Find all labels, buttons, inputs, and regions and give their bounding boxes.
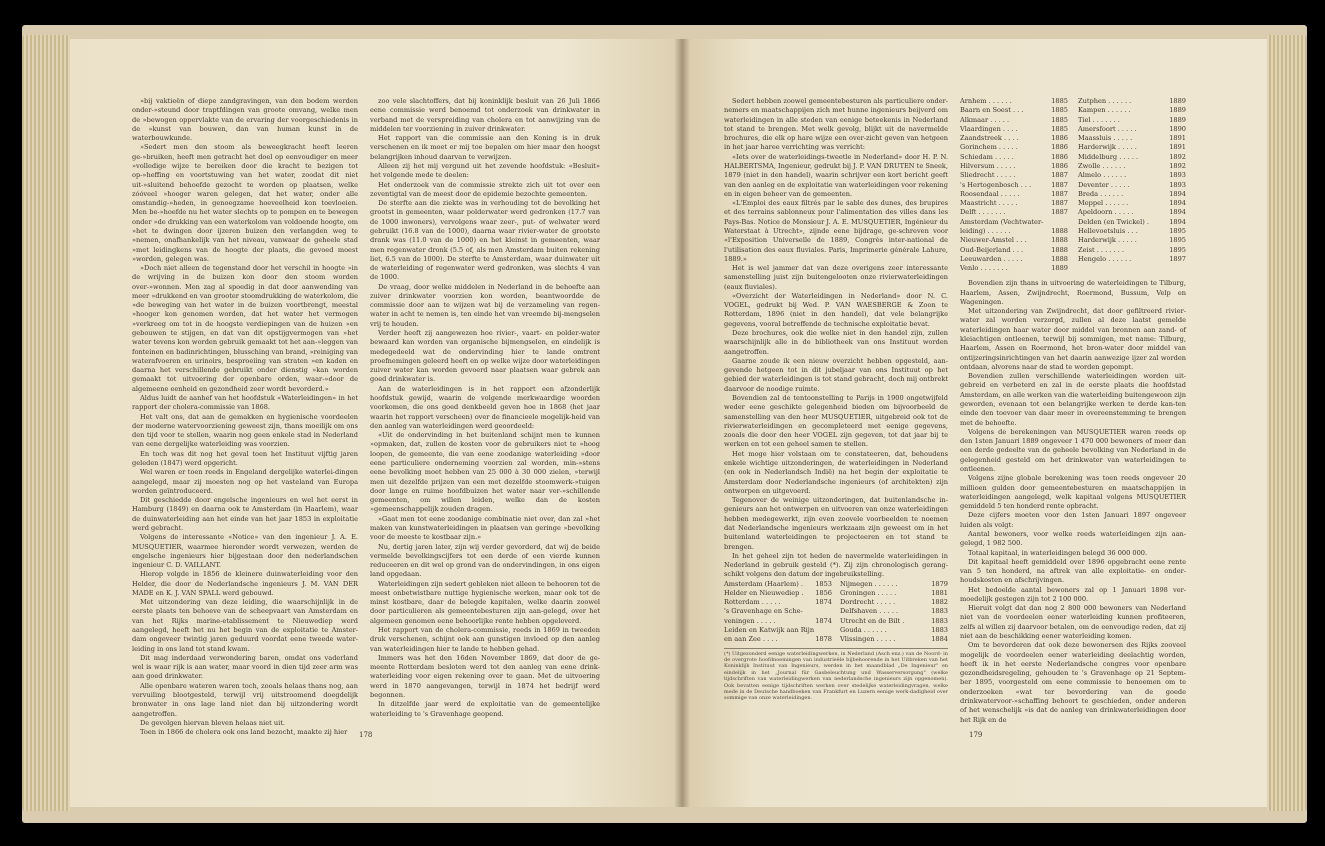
place-name: Nijmegen . . . . . . (840, 579, 898, 588)
paragraph: Het rapport van de cholera-commissie, reeds in 1869 in tweeden druk verschenen, schijnt ook aan gunstigen invloed op den aanleg van waterleidingen hier te lande te hebben gehad. (370, 626, 600, 653)
paragraph: Dit geschiedde door engelsche ingenieurs en wel het eerst in Hamburg (1849) en daarna ook te Amsterdam (in Haarlem), waar de duinwaterleiding aan het einde van het jaar 1853 in exploitatie werd gebracht. (132, 496, 358, 532)
year: 1887 (1051, 171, 1068, 180)
year: 1879 (931, 579, 948, 588)
year: 1853 (815, 579, 832, 588)
waterworks-table-b (840, 580, 948, 645)
paragraph: Aldus luidt de aanhef van het hoofdstuk «Waterleidingen» in het rapport der cholera-commissie van 1868. (132, 394, 358, 412)
table-row (960, 227, 1068, 236)
place-name: Oud-Beijerland . . . (960, 245, 1024, 254)
year: 1889 (1051, 264, 1068, 273)
year: 1887 (1051, 199, 1068, 208)
year: 1881 (931, 588, 948, 597)
year (815, 607, 832, 616)
table-row (724, 580, 832, 589)
paragraph: De sterfte aan die ziekte was in verhouding tot de bevolking het grootst in gemeenten, waar polderwater werd gedronken (17.7 van de 1000 inwoners), vervolgens waar zeer-, put- of welwater werd gebruikt (16.8 van de 1000), daarna waar rivier-water de grootste drank was (11.0 van de 1000) en het kleinst in gemeenten, waar men regenwater dronk (5.5 of, als men Amsterdam buiten rekening liet, 6.5 van de 1000). De sterfte te Amsterdam, waar duinwater uit de waterleiding of regenwater werd gedronken, was slechts 4 van de 1000. (370, 199, 600, 282)
place-name: Helder en Nieuwediep . (724, 588, 804, 597)
paragraph: «L'Emploi des eaux filtrés par le sable des dunes, des brupires et des terrains sablonneux pour l'alimentation des villes dans les Pays-Bas. Notice de Monsieur J. A. E. MUSQUETIER, Ingénieur du Waterstaat à Utrecht», zijnde eene bijdrage, ge-schreven voor «l'Exposition Universelle de 1889, Congrès inter-national de l'utilisation des eaux fluviales. Paris, Imprimerie générale Lahure, 1889.» (724, 199, 948, 263)
year: 1892 (1169, 152, 1186, 161)
year: 1885 (1051, 106, 1068, 115)
table-row (1078, 125, 1186, 134)
table-row (1078, 255, 1186, 264)
year: 1887 (1051, 189, 1068, 198)
table-row (1078, 116, 1186, 125)
paragraph: Het valt ons, dat aan de gemakken en hygienische voordeelen der moderne watervoorziening geweest zijn, thans moeilijk om ons den tijd voor te stellen, waarin nog geen enkele stad in Nederland van eene dergelijke waterleiding was voorzien. (132, 412, 358, 449)
table-row (1078, 236, 1186, 245)
place-name: veningen . . . . . (724, 616, 776, 625)
paragraph: Immers was het den 16den November 1869, dat door de ge-meente Rotterdam besloten werd tot den aanleg van eene drink-waterleiding voor eigen rekening over te gaan. Met de uitvoering werd in 1870 aangevangen, terwijl in 1874 het bedrijf werd begonnen. (370, 653, 600, 699)
place-name: Gorinchem . . . . . (960, 143, 1018, 152)
table-row (960, 106, 1068, 115)
waterworks-table-d (1078, 97, 1186, 264)
book (22, 25, 1307, 823)
year: 1895 (1169, 226, 1186, 235)
place-name: Delft . . . . . . . (960, 208, 1006, 217)
year: 1888 (1051, 226, 1068, 235)
table-row (1078, 162, 1186, 171)
paragraph: De gevolgen hiervan bleven helaas niet uit. (140, 718, 285, 727)
place-name: Schiedam . . . . . (960, 152, 1014, 161)
year: 1885 (1051, 115, 1068, 124)
place-name: Baarn en Soest . . . (960, 106, 1024, 115)
place-name: Sliedrecht . . . . . (960, 171, 1016, 180)
table-row (960, 162, 1068, 171)
table-row (724, 598, 832, 607)
paragraph: »bij vaktieën of diepe zandgravingen, van den bodem werden onder-»steund door traptfdingen van groote omvang, welke men de »bewogen oppervlakte van de ervaring der voorgeschiedenis in de »kunst van bouwen, dan van human kunst in de waterbouwkunde. (132, 97, 358, 143)
year: 1882 (931, 598, 948, 607)
year: 1894 (1169, 217, 1186, 226)
place-name: Harderwijk . . . . . (1078, 236, 1137, 245)
place-name: Delfshaven . . . . . (840, 607, 899, 616)
year: 1895 (1169, 245, 1186, 254)
year: 1889 (1169, 97, 1186, 105)
place-name: leiding) . . . . . . (960, 226, 1011, 235)
paragraph: Het rapport van die commissie aan den Koning is in druk verschenen en ik moet er mij toe bepalen om hier maar den hoogst belangrijken inhoud daarvan te verwijzen. (370, 134, 600, 161)
paragraph: In ditzelfde jaar werd de exploitatie van de gemeentelijke waterleiding te 's Gravenhage geopend. (370, 700, 600, 718)
left-page-column-2 (370, 97, 600, 722)
place-name: Harderwijk . . . . . (1078, 143, 1137, 152)
year: 1891 (1169, 143, 1186, 152)
waterworks-list-early (724, 580, 948, 645)
paragraph: Totaal kapitaal, in waterleidingen belegd 36 000 000. (968, 548, 1148, 557)
table-row (1078, 218, 1186, 227)
table-row (840, 607, 948, 616)
table-row (1078, 143, 1186, 152)
year: 1884 (931, 635, 948, 644)
paragraph: Aan de waterleidingen is in het rapport een afzonderlijk hoofdstuk gewijd, waarin de volgende merkwaardige woorden voorkomen, die ons goed denkbeeld geven hoe in 1868 (het jaar waarin het rapport verscheen) over de financieele mogelijk-heid van den aanleg van waterleidingen werd geoordeeld: (370, 384, 600, 430)
table-row (840, 598, 948, 607)
table-row (960, 171, 1068, 180)
year: 1885 (1051, 97, 1068, 105)
table-row (840, 635, 948, 644)
table-row (724, 607, 832, 616)
year (1050, 218, 1068, 227)
table-row (1078, 190, 1186, 199)
paragraph: Toen in 1866 de cholera ook ons land bezocht, maakte zij hier (140, 728, 348, 737)
right-page-number: 179 (969, 731, 983, 739)
year: 1886 (1051, 152, 1068, 161)
year: 1883 (931, 607, 948, 616)
table-row (960, 218, 1068, 227)
paragraph: zoo vele slachtoffers, dat bij koninklijk besluit van 26 Juli 1866 eene commissie werd benoemd tot onderzoek van drinkwater in verband met de verspreiding van cholera en tot aanwijzing van de middelen ter voorziening in zuiver drinkwater. (370, 97, 600, 133)
year: 1887 (1051, 180, 1068, 189)
year: 1893 (1169, 171, 1186, 180)
place-name: Meppel . . . . . . (1078, 199, 1129, 208)
year: 1891 (1169, 134, 1186, 143)
paragraph: Om te bevorderen dat ook deze bewonersen des Rijks zooveel mogelijk de voordeelen eener waterleiding deelachtig worden, heeft ik in het eerste Nederlandsche congres voor openbare gezondheidsregeling, gehouden te 's Gravenhage op 21 Septem-ber 1895, voorgesteld om eene commissie te benoemen om te onderzoeken «wat ter bevordering van de goede drinkwatervoor-»schaffing behoort te geschieden, onder anderen of het wenschelijk »is dat de aanleg van drinkwaterleidingen door het Rijk en de (960, 641, 1186, 724)
paragraph: Dit mag inderdaad verwondering baren, omdat ons vaderland wel is waar rijk is aan water, maar voord in dien tijd zeer arm was aan goed drinkwater. (132, 653, 358, 681)
year: 1897 (1169, 254, 1186, 263)
paragraph: Het moge hier volstaan om te constateeren, dat, behoudens enkele wichtige uitzonderingen, de waterleidingen in Nederland (en ook in Nederlandsch Indië) na het begin der exploitatie te Amsterdam door Nederlandsche ingenieurs (of architekten) zijn ontworpen en uitgevoerd. (724, 449, 948, 495)
year: 1889 (1169, 106, 1186, 115)
left-page-column-1 (132, 97, 358, 737)
table-row (1078, 97, 1186, 106)
list-column (724, 580, 832, 645)
paragraph: Tegenover de weinige uitzonderingen, dat buitenlandsche in-genieurs aan het ontwerpen en uitvoeren van onze waterleidingen hebben medegewerkt, zijn even zoovele voorbeelden te noemen dat Nederlandsche ingenieurs werkzaam zijn geweest om in het buitenland waterleidingen te projecteeren en tot stand te brengen. (724, 496, 948, 551)
place-name: Delden (en Twickel) . (1078, 217, 1149, 226)
place-name: Gouda . . . . . . (840, 626, 887, 635)
year: 1895 (1169, 236, 1186, 245)
table-row (960, 181, 1068, 190)
paragraph: »Gaat men tot eene zoodanige combinatie niet over, dan zal »het maken van kunstwaterleidingen in plaatsen van geringe »bevolking voor de meeste te kostbaar zijn.» (370, 514, 600, 542)
list-column (1078, 97, 1186, 273)
place-name: Zwolle . . . . . . (1078, 161, 1126, 170)
place-name: Alkmaar . . . . . (960, 115, 1010, 124)
place-name: Venlo . . . . . . . (960, 264, 1008, 273)
place-name: Leeuwarden . . . . . (960, 254, 1023, 263)
paragraph: Hierop volgde in 1856 de kleinere duinwaterleiding voor den Helder, die door de Nederlandsche ingenieurs J. M. VAN DER MADE en K. J. VAN SPALL werd gebouwd. (132, 570, 358, 597)
table-row (960, 134, 1068, 143)
paragraph: En toch was dit nog het geval toen het Instituut vijftig jaren geleden (1847) werd opgericht. (132, 449, 358, 467)
left-page-number: 178 (359, 731, 373, 739)
year: 1883 (931, 626, 948, 635)
table-row (960, 153, 1068, 162)
place-name: Middelburg . . . . . (1078, 152, 1139, 161)
paragraph: Volgens zijne globale berekening was toen reeds ongeveer 20 millioen gulden door gemeentebesturen en maatschappijen in waterleidingen aangelegd, welk kapitaal volgens MUSQUETIER gemiddeld 5 ten honderd rente opbracht. (960, 474, 1186, 511)
year: 1894 (1169, 199, 1186, 208)
year: 1878 (815, 635, 832, 644)
place-name: Rotterdam . . . . . (724, 598, 781, 607)
paragraph: Het bedoelde aantal bewoners zal op 1 Januari 1898 ver-moedelijk gestegen zijn tot 2 100 000. (960, 585, 1186, 603)
paragraph: Bovendien zijn thans in uitvoering de waterleidingen te Tilburg, Haarlem, Assen, Zwijndrecht, Roermond, Bussum, Velp en Wageningen. (960, 279, 1186, 306)
year: 1894 (1169, 189, 1186, 198)
place-name: en aan Zee . . . . (724, 635, 778, 644)
table-row (960, 208, 1068, 217)
table-row (840, 589, 948, 598)
table-row (840, 617, 948, 626)
year: 1886 (1051, 161, 1068, 170)
paragraph: Wel waren er toen reeds in Engeland dergelijke waterlei-dingen aangelegd, maar zij moesten nog op het vasteland van Europa worden geïntroduceerd. (132, 468, 358, 495)
place-name: Almelo . . . . . . (1078, 171, 1127, 180)
paragraph: Alle openbare wateren waren toch, zooals helaas thans nog, aan vervuiling blootgesteld, terwijl vrij uitstroomend doegdelijk bronwater in ons lage land niet dan bij uitzondering wordt aangetroffen. (132, 681, 358, 718)
place-name: Hilversum . . . . . (960, 161, 1016, 170)
table-row (1078, 208, 1186, 217)
table-row (724, 617, 832, 626)
table-row (724, 635, 832, 644)
year: 1888 (1051, 245, 1068, 254)
place-name: Groningen . . . . . (840, 588, 897, 597)
paragraph: Nu, dertig jaren later, zijn wij verder gevorderd, dat wij de beide vermelde bevolkingscijfers tot een derde of een vierde kunnen reduceeren en dit wel op grond van de ondervindingen, in ons eigen land opgedaan. (370, 542, 600, 579)
paragraph: »Sedert men den stoom als beweegkracht heeft leeren ge-»bruiken, heeft men getracht het doel op eenvoudiger en meer »volledige wijze te bereiken door die kracht te bezigen tot op-»heffing en voortstuwing van het water, zoodat dit niet uit-»sluitend behoefde gezocht te worden op plaatsen, welke zóóveel »hooger waren gelegen, dat het water, onder alle omstandig-»heden, in genoegzame hoeveelheid kon toevloeien. Men be-»hoefde nu het water slechts op te pompen en te bewegen onder »de drukking van een waterkolom van voldoende hoogte, om »het te dwingen door ijzeren buizen den verlangden weg te »nemen, onafhankelijk van het niveau, vanwaar de geheele stad »met leidingkens van de hoogte der plaats, die gevoed moest »worden, gelegen was. (132, 143, 358, 263)
paragraph: De vraag, door welke middelen in Nederland in de behoefte aan zuiver drinkwater voorzien kon worden, beantwoordde de commissie door aan te wijzen wat bij de verzameling van regen-water in acht te nemen is, ten einde het van vreemde bij-mengselen vrij te houden. (370, 282, 600, 328)
list-column (960, 97, 1068, 273)
place-name: Tiel . . . . . . . (1078, 115, 1120, 124)
place-name: Hengelo . . . . . . (1078, 254, 1132, 263)
place-name: Arnhem . . . . . . (960, 97, 1012, 105)
table-row (960, 116, 1068, 125)
year: 1885 (1051, 124, 1068, 133)
paragraph: Volgens de interessante «Notice» van den ingenieur J. A. E. MUSQUETIER, waarmee hieronder wordt verwezen, werden de engelsche ingenieurs hier bijgestaan door den nederlandschen ingenieur C. D. VAILLANT. (132, 533, 358, 570)
paragraph: Het onderzoek van de commissie strekte zich uit tot over een zeventigtal van de meest door de epidemie bezochte gemeenten. (370, 180, 600, 198)
paragraph: Met uitzondering van Zwijndrecht, dat door gefiltreerd rivier-water zal worden verzorgd, zullen al deze laatst gemelde waterleidingen haar water door middel van bronnen aan zand- of kleiachtigen ontleenen, terwijl bij sommigen, met name: Tilburg, Haarlem, Assen en Roermond, het bron-water door middel van ontijzeringsinrichtingen van het daarin aanwezige ijzer zal worden ontdaan, alvorens naar de stad te worden gepompt. (960, 307, 1186, 371)
waterworks-list-later (960, 97, 1186, 273)
year: 1889 (1169, 115, 1186, 124)
year: 1883 (931, 616, 948, 625)
paragraph: Deze brochures, ook die welke niet in den handel zijn, zullen waarschijnlijk alle in de bibliotheek van ons Instituut worden aangetroffen. (724, 329, 948, 356)
year: 1892 (1169, 161, 1186, 170)
year: 1893 (1169, 180, 1186, 189)
paragraph: «Uit de ondervinding in het buitenland schijnt men te kunnen »opmaken, dat, zullen de kosten voor de gebruikers niet te »hoog loopen, de gemeente, die van eene zoodanige waterleiding »door eene particuliere onderneming voorzien zal worden, min-»stens eene bevolking moet hebben van 25 000 à 30 000 zielen, »terwijl men uit dezelfde prijzen van een met dezelfde stoomwerk-»tuigen door lange en ruime hoofdbuizen het water naar ver-»schillende gemeenten, om willen leiden, welke dan de kosten »gemeenschappelijk zouden dragen. (370, 431, 600, 514)
paragraph: Volgens de berekeningen van MUSQUETIER waren reeds op den 1sten Januari 1889 ongeveer 1 470 000 bewoners of meer dan een derde gedeelte van de geheele bevolking van Nederland in de gelegenheid gesteld om het drinkwater van waterleidingen te ontleenen. (960, 427, 1186, 473)
year: 1888 (1051, 254, 1068, 263)
year (815, 626, 832, 635)
place-name: Zeist . . . . . . . (1078, 245, 1124, 254)
table-row (960, 255, 1068, 264)
right-page-column-2 (960, 97, 1186, 722)
place-name: Utrecht en de Bilt . (840, 616, 905, 625)
place-name: 's Gravenhage en Sche- (724, 607, 803, 616)
waterworks-table-c (960, 97, 1068, 273)
waterworks-table-a (724, 580, 832, 645)
paragraph: Aantal bewoners, voor welke reeds waterleidingen zijn aan-gelegd, 1 982 500. (960, 529, 1186, 548)
paragraph: Het is wel jammer dat van deze overigens zeer interessante samenstelling juist zijn buitengelooten onze rivierwaterleidingen (eaux fluviales). (724, 264, 948, 291)
paragraph: «Iets over de waterleidings-tweetle in Nederland» door H. P. N. HALBERTSMA, Ingenieur, gedrukt bij J. P. VAN DRUTEN te Sneek, 1879 (niet in den handel), waarin schrijver een kort bericht geeft van den aanleg en de exploitatie van waterleidingen voor rekening en in eigen beheer van de gemeenten. (724, 152, 948, 198)
place-name: 's Hertogenbosch . . . (960, 180, 1032, 189)
place-name: Maastricht . . . . . (960, 199, 1018, 208)
year: 1874 (815, 616, 832, 625)
place-name: Nieuwer-Amstel . . . (960, 236, 1027, 245)
paragraph: Verder heeft zij aangewezen hoe rivier-, vaart- en polder-water bewaard kan worden van organische bijmengselen, en eindelijk is medegedeeld wat de ondervinding hier te lande omtrent proefnemingen geleerd heeft en op welke wijze door waterleidingen zuiver water kan worden gevoerd naar plaatsen waar gebrek aan goed drinkwater is. (370, 329, 600, 384)
paragraph: Dit kapitaal heeft gemiddeld over 1896 opgebracht eene rente van 5 ten honderd, na aftrek van alle exploitatie- en onder-houdskosten en afschrijvingen. (960, 557, 1186, 585)
right-page-column-1 (724, 97, 948, 722)
list-column (840, 580, 948, 645)
table-row (960, 236, 1068, 245)
table-row (1078, 106, 1186, 115)
table-row (1078, 199, 1186, 208)
table-row (1078, 246, 1186, 255)
table-row (960, 125, 1068, 134)
paragraph: Bovendien zal de tentoonstelling te Parijs in 1900 ongetwijfeld weder eene geschikte gelegenheid bieden om bijvoorbeeld de samenstelling van den heer MUSQUETIER, uitgebreid ook tot de rivierwaterleidingen en gecompleteerd met eenige gegevens, zooals die door den heer VOGEL zijn gegeven, tot dat jaar bij te werken en tot een geheel samen te stellen. (724, 394, 948, 449)
place-name: Roosendaal . . . . . (960, 189, 1020, 198)
table-row (960, 143, 1068, 152)
table-row (840, 626, 948, 635)
paragraph: «Overzicht der Waterleidingen in Nederland» door N. C. VOGEL, gedrukt bij Wed. P. VAN WAESBERGE & Zoon te Rotterdam, 1896 (niet in den handel), dat vele belangrijke gegevens, vooral betreffende de technische exploitatie bevat. (724, 291, 948, 328)
paragraph: Bovendien zullen verschillende waterleidingen worden uit-gebreid en verbeterd en zal in de eerste plaats die hoofdstad Amsterdam, en alle werken van die waterleiding buitengewoon zijn geworden, evenaan tot een belangrijke werken te derde kan-ten einde den toevoer van daar meer in overeenstemming te brengen met de behoefte. (960, 372, 1186, 427)
year: 1886 (1051, 143, 1068, 152)
paragraph: Deze cijfers moeten voor den 1sten Januari 1897 ongeveer luiden als volgt: (960, 511, 1186, 529)
paragraph: Met uitzondering van deze leiding, die waarschijnlijk in de eerste plaats ten behoeve van de scheepvaart van Amsterdam en van het Rijks marine-etablissement te Nieuwediep werd aangelegd, heeft het nu het begin van de exploitatie te Amster-dam ongeveer twintig jaren geduurd voordat eene tweede water-leiding in ons land tot stand kwam. (132, 598, 358, 653)
page-edges-left (22, 35, 70, 811)
year: 1888 (1051, 236, 1068, 245)
year: 1894 (1169, 208, 1186, 217)
place-name: Vlaardingen . . . . (960, 124, 1018, 133)
table-row (724, 589, 832, 598)
page-edges-right (1267, 35, 1307, 811)
place-name: Leiden en Katwijk aan Rijn (724, 626, 815, 635)
table-row (1078, 227, 1186, 236)
place-name: Amsterdam (Vechtwater- (960, 217, 1044, 226)
place-name: Kampen . . . . . . (1078, 106, 1131, 115)
table-row (960, 97, 1068, 106)
paragraph: Alleen zij het mij vergund uit het zevende hoofdstuk: «Besluit» het volgende mede te deelen: (370, 161, 600, 180)
table-row (840, 580, 948, 589)
paragraph: »Doch niet alleen de tegenstand door het verschil in hoogte »in de wrijving in de buizen kon door den stoom worden over-»wonnen. Men zag al spoedig in dat door aanwending van meer »drukkend en van grooter stoomdrukking de waterkolom, die »de beweging van het water in de buizen voortbrengt, meestal »hooger kon genomen worden, dat het water het vermogen »verkreeg om tot in de hoogste verdiepingen van de huizen »en gebouwen te stijgen, en dat van dit opstijgvermogen van »het water tevens kon worden gebruik gemaakt tot het aan-»leggen van fonteinen en badinrichtingen, blussching van brand, »reiniging van waterafvoeren en urinoirs, besproeiing van straten »en kaden en daarna het verschillende gebruikt onder dienstig »kan worden gemaakt tot uitvoering der openbare orden, waar-»door de algemeene eenheid en gezondheid zeer wordt bevorderd.» (132, 264, 358, 393)
year: 1886 (1051, 134, 1068, 143)
place-name: Deventer . . . . . (1078, 180, 1130, 189)
paragraph: Gaarne zoude ik een nieuw overzicht hebben opgesteld, aan-gevende hetgeen tot in dit jubeljaar van ons Instituut op het gebied der waterleidingen is tot stand gebracht, doch mij ontbrekt daarvoor de noodige ruimte. (724, 356, 948, 393)
table-row (1078, 181, 1186, 190)
place-name: Hellevoetsluis . . . (1078, 226, 1138, 235)
table-row (1078, 153, 1186, 162)
place-name: Amsterdam (Haarlem) . (724, 579, 803, 588)
paragraph: Sedert hebben zoowel gemeentebesturen als particuliere onder-nemers en maatschappijen zich met hunne ingenieurs beijverd om waterleidingen in alle steden van eenige beteekenis in Nederland tot stand te brengen. Met welk gevolg, blijkt uit de navermelde brochures, die elk op hare wijze een over-zicht geven van hetgeen in het jaar haree verrichting was verricht: (724, 97, 948, 152)
table-row (1078, 171, 1186, 180)
place-name: Amersfoort . . . . . (1078, 124, 1137, 133)
year: 1874 (815, 598, 832, 607)
table-row (1078, 134, 1186, 143)
year: 1890 (1169, 124, 1186, 133)
place-name: Maassluis . . . . . (1078, 134, 1133, 143)
paragraph: Waterleidingen zijn sedert gebleken niet alleen te behooren tot de meest onbetwistbare nuttige hygienische werken, maar ook tot de minst kostbare, daar de belegde kapitalen, welke daarin zoowel door particulieren als gemeentebesturen zijn aan-gelegd, over het algemeen genomen eene behoorlijke rente hebben opgeleverd. (370, 579, 601, 625)
year: 1887 (1051, 208, 1068, 217)
place-name: Zutphen . . . . . . (1078, 97, 1132, 105)
place-name: Vlissingen . . . . . (840, 635, 896, 644)
table-row (960, 199, 1068, 208)
table-row (960, 190, 1068, 199)
table-row (724, 626, 832, 635)
place-name: Breda . . . . . . (1078, 189, 1124, 198)
table-row (960, 264, 1068, 273)
book-gutter (674, 39, 690, 807)
place-name: Dordrecht . . . . . (840, 598, 896, 607)
table-row (960, 246, 1068, 255)
place-name: Zaandstreek . . . . (960, 134, 1019, 143)
paragraph: Hieruit volgt dat dan nog 2 800 000 bewoners van Nederland niet van de voordeelen eener waterleiding kunnen profiteeren, zelfs al willen zij daarvoor betalen, om de eenvoudige reden, dat zij niet aan de beschikking eener waterleiding komen. (960, 604, 1187, 641)
footnote: (*) Uitgezonderd eenige waterleidingwerken, in Nederland (Asch enz.) van de Noord- in de overgrote hoofdnoemingen van industrieële bijbehoorende in het Uitbreken van het Koninklijk Instituut van Ingenieurs, werden in het maandblad „De Ingenieur" en eindelijk in het „Journal für Gasbeleuchtung und Wasserversorgung" (welke tijdschriften van waterleidingwerken van nederlandsche ingenieurs zijn opgenomen). Ook bevatten eenige tijdschriften werken over stedelijke waterleidingvragen, welke mede in de Deutsche handboeken van Frankfurt en Luzern eenige werk-dadigheid over sommige van onze waterleidingen. (724, 648, 948, 702)
year: 1856 (815, 588, 832, 597)
place-name: Apeldoorn . . . . . (1078, 208, 1134, 217)
paragraph: In het geheel zijn tot heden de navermelde waterleidingen in Nederland in gebruik gesteld (*). Zij zijn chronologisch gerang-schikt volgens den datum der ingebruikstelling. (724, 551, 948, 579)
